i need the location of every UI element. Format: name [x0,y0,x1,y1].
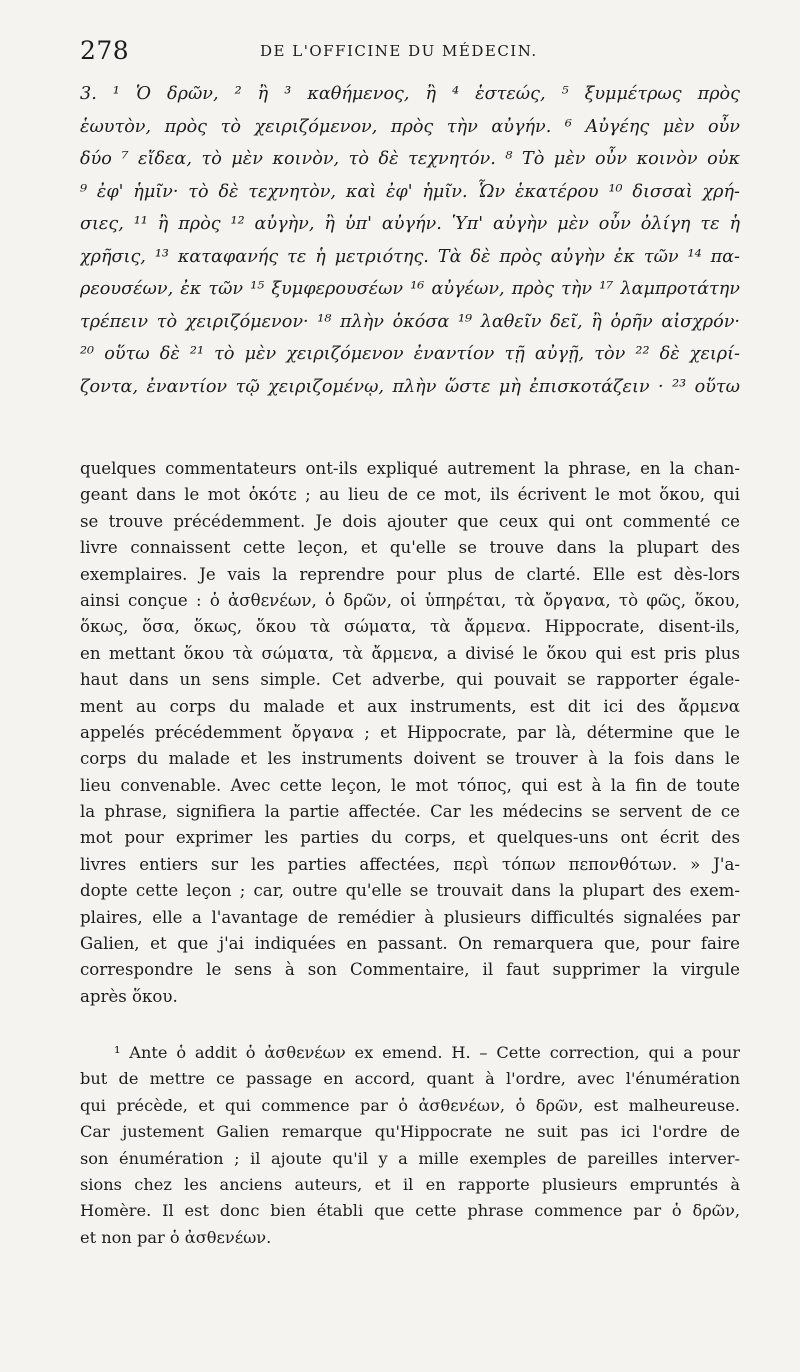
commentary-line: Galien, et que j'ai indiquées en passant. On remarquera que, pour faire [80,934,740,954]
commentary-line: appelés précédemment ὄργανα ; et Hippocrate, par là, détermine que le [80,722,740,742]
greek-line: τρέπειν τὸ χειριζόμενον· ¹⁸ πλὴν ὁκόσα ¹⁹ λαθεῖν δεῖ, ἢ ὁρῆν αἰσχρόν· [80,311,740,332]
footnote-line: son énumération ; il ajoute qu'il y a mille exemples de pareilles interver- [80,1148,740,1168]
greek-text-block [80,78,740,403]
commentary-line: la phrase, signifiera la partie affectée. Car les médecins se servent de ce [80,802,740,822]
greek-line: ἑωυτὸν, πρὸς τὸ χειριζόμενον, πρὸς τὴν αὐγήν. ⁶ Αὐγέης μὲν οὖν [80,116,740,137]
commentary-line: se trouve précédemment. Je dois ajouter que ceux qui ont commenté ce [80,511,740,531]
footnote-block [80,1040,740,1251]
footnote-line: ¹ Ante ὁ addit ὁ ἀσθενέων ex emend. H. – Cette correction, qui a pour [114,1043,740,1062]
greek-line: χρῆσις, ¹³ καταφανής τε ἡ μετριότης. Τὰ δὲ πρὸς αὐγὴν ἐκ τῶν ¹⁴ πα- [80,246,740,267]
footnote-line: qui précède, et qui commence par ὁ ἀσθενέων, ὁ δρῶν, est malheureuse. [80,1095,740,1115]
greek-line: δύο ⁷ εἴδεα, τὸ μὲν κοινὸν, τὸ δὲ τεχνητόν. ⁸ Τὸ μὲν οὖν κοινὸν οὐκ [80,149,740,169]
greek-line: 3. ¹ Ὁ δρῶν, ² ἢ ³ καθήμενος, ἢ ⁴ ἑστεώς, ⁵ ξυμμέτρως πρὸς [80,84,740,104]
commentary-line: lieu convenable. Avec cette leçon, le mot τόπος, qui est à la fin de toute [80,775,740,795]
commentary-line: plaires, elle a l'avantage de remédier à plusieurs difficultés signalées par [80,907,740,927]
footnote-line: but de mettre ce passage en accord, quant à l'ordre, avec l'énumération [80,1069,740,1089]
commentary-line: exemplaires. Je vais la reprendre pour plus de clarté. Elle est dès-lors [80,564,740,584]
commentary-line: après ὅκου. [80,986,178,1006]
greek-line: ζοντα, ἐναντίον τῷ χειριζομένῳ, πλὴν ὥστε μὴ ἐπισκοτάζειν · ²³ οὕτω [80,376,740,397]
page-number: 278 [80,36,130,65]
footnote-line: Car justement Galien remarque qu'Hippocrate ne suit pas ici l'ordre de [80,1122,740,1142]
footnote-line: sions chez les anciens auteurs, et il en rapporte plusieurs empruntés à [80,1174,740,1194]
commentary-line: livre connaissent cette leçon, et qu'elle se trouve dans la plupart des [80,538,740,558]
commentary-block [80,456,740,1010]
commentary-line: corps du malade et les instruments doivent se trouver à la fois dans le [80,749,740,769]
commentary-line: mot pour exprimer les parties du corps, et quelques-uns ont écrit des [80,828,740,848]
running-head: DE L'OFFICINE DU MÉDECIN. [260,42,538,60]
commentary-line: livres entiers sur les parties affectées, περὶ τόπων πεπονθότων. » J'a- [80,854,740,874]
commentary-line: geant dans le mot ὁκότε ; au lieu de ce mot, ils écrivent le mot ὅκου, qui [80,485,740,505]
greek-line: ²⁰ οὕτω δὲ ²¹ τὸ μὲν χειριζόμενον ἐναντίον τῇ αὐγῇ, τὸν ²² δὲ χειρί- [80,344,740,364]
commentary-line: ainsi conçue : ὁ ἀσθενέων, ὁ δρῶν, οἱ ὑπηρέται, τὰ ὄργανα, τὸ φῶς, ὅκου, [80,590,740,610]
commentary-line: quelques commentateurs ont-ils expliqué autrement la phrase, en la chan- [80,459,740,478]
commentary-line: ὅκως, ὅσα, ὅκως, ὅκου τὰ σώματα, τὰ ἄρμενα. Hippocrate, disent-ils, [80,617,740,637]
commentary-line: haut dans un sens simple. Cet adverbe, qui pouvait se rapporter égale- [80,670,740,690]
greek-line: ⁹ ἐφ' ἡμῖν· τὸ δὲ τεχνητὸν, καὶ ἐφ' ἡμῖν. Ὧν ἑκατέρου ¹⁰ δισσαὶ χρή- [80,181,740,202]
commentary-line: correspondre le sens à son Commentaire, il faut supprimer la virgule [80,960,740,980]
commentary-line: dopte cette leçon ; car, outre qu'elle se trouvait dans la plupart des exem- [80,881,740,901]
footnote-line: Homère. Il est donc bien établi que cette phrase commence par ὁ δρῶν, [80,1201,740,1221]
commentary-line: en mettant ὅκου τὰ σώματα, τὰ ἄρμενα, a divisé le ὅκου qui est pris plus [80,643,740,663]
page-header [80,36,740,66]
greek-line: σιες, ¹¹ ἢ πρὸς ¹² αὐγὴν, ἢ ὑπ' αὐγήν. Ὑπ' αὐγὴν μὲν οὖν ὀλίγη τε ἡ [80,214,740,234]
commentary-line: ment au corps du malade et aux instruments, est dit ici des ἄρμενα [80,696,740,716]
greek-line: ρεουσέων, ἐκ τῶν ¹⁵ ξυμφερουσέων ¹⁶ αὐγέων, πρὸς τὴν ¹⁷ λαμπροτάτην [80,279,740,299]
footnote-line: et non par ὁ ἀσθενέων. [80,1227,272,1247]
